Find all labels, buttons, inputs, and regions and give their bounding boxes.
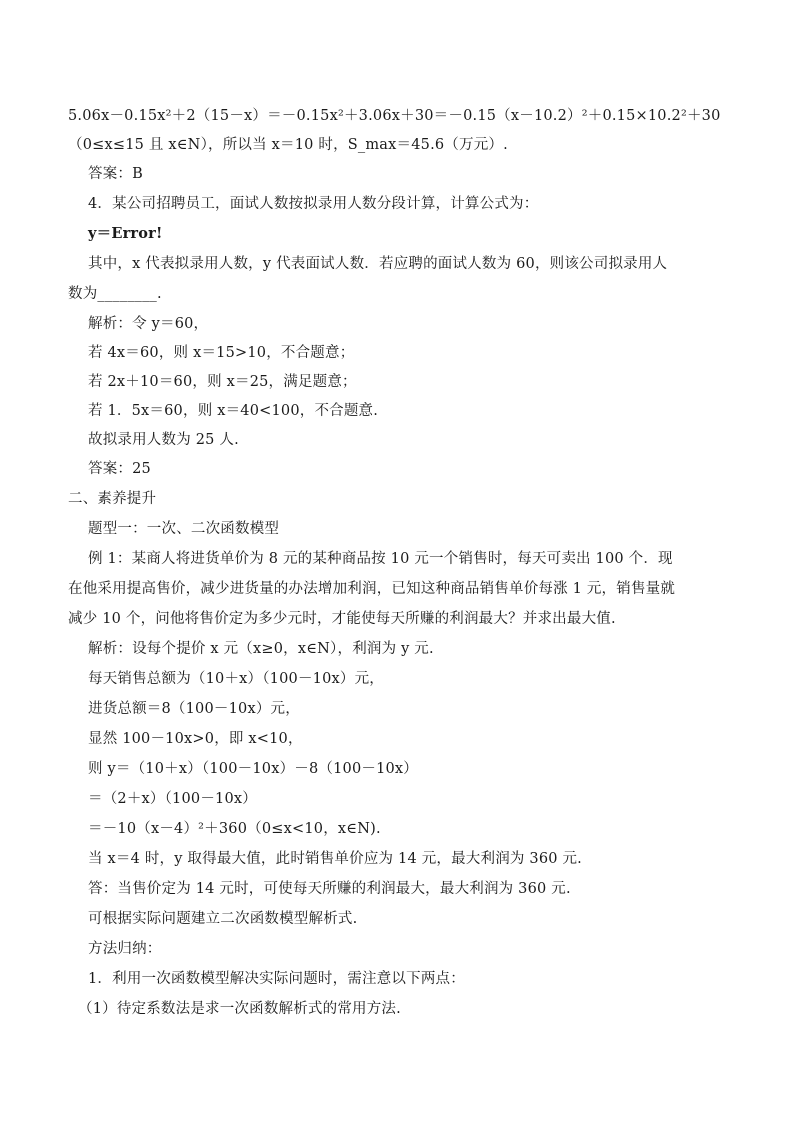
solution-line: 解析：令 y＝60， [88, 316, 209, 332]
solution-line: 每天销售总额为（10＋x）（100－10x）元， [88, 671, 384, 687]
solution-line: 若 1．5x＝60，则 x＝40<100，不合题意. [88, 403, 379, 419]
solution-line: 解析：设每个提价 x 元（x≥0，x∈N），利润为 y 元. [88, 641, 434, 657]
answer-statement: 答：当售价定为 14 元时，可使每天所赚的利润最大，最大利润为 360 元. [88, 881, 571, 897]
section-heading: 二、素养提升 [68, 491, 157, 507]
example-1-text: 减少 10 个，问他将售价定为多少元时，才能使每天所赚的利润最大？并求出最大值. [68, 611, 616, 627]
problem-4-formula: y＝Error! [88, 225, 163, 242]
solution-line: 故拟录用人数为 25 人. [88, 432, 239, 448]
answer-line: 答案：25 [88, 461, 151, 477]
problem-4-description-cont: 数为________. [68, 286, 162, 302]
solution-line: ＝（2＋x）（100－10x） [88, 791, 257, 807]
method-item: 1．利用一次函数模型解决实际问题时，需注意以下两点： [88, 971, 465, 987]
example-1-text: 在他采用提高售价，减少进货量的办法增加利润，已知这种商品销售单价每涨 1 元，销售量就 [68, 581, 676, 597]
example-1-text: 例 1：某商人将进货单价为 8 元的某种商品按 10 元一个销售时，每天可卖出 100 个．现 [88, 551, 673, 567]
answer-line: 答案：B [88, 166, 143, 182]
solution-line: 若 2x＋10＝60，则 x＝25，满足题意； [88, 374, 357, 390]
solution-line: 当 x＝4 时，y 取得最大值，此时销售单价应为 14 元，最大利润为 360 元. [88, 851, 582, 867]
question-type-heading: 题型一：一次、二次函数模型 [88, 521, 280, 537]
solution-line: 若 4x＝60，则 x＝15>10，不合题意； [88, 345, 355, 361]
solution-line: ＝－10（x－4）²＋360（0≤x<10，x∈N). [88, 821, 381, 837]
note-line: 可根据实际问题建立二次函数模型解析式. [88, 911, 358, 927]
solution-line: 则 y＝（10＋x）（100－10x）－8（100－10x） [88, 761, 419, 777]
problem-4-stem: 4．某公司招聘员工，面试人数按拟录用人数分段计算，计算公式为： [88, 196, 539, 212]
equation-condition-line: （0≤x≤15 且 x∈N），所以当 x＝10 时，S_max＝45.6（万元）. [68, 137, 508, 153]
equation-line: 5.06x－0.15x²＋2（15－x）＝－0.15x²＋3.06x＋30＝－0.15（x－10.2）²＋0.15×10.2²＋30 [68, 108, 721, 124]
solution-line: 显然 100－10x>0，即 x<10， [88, 731, 303, 747]
method-subitem: （1）待定系数法是求一次函数解析式的常用方法. [78, 1001, 401, 1017]
method-heading: 方法归纳： [88, 941, 162, 957]
problem-4-description: 其中，x 代表拟录用人数，y 代表面试人数．若应聘的面试人数为 60，则该公司拟录用人 [88, 256, 668, 272]
solution-line: 进货总额＝8（100－10x）元， [88, 701, 300, 717]
